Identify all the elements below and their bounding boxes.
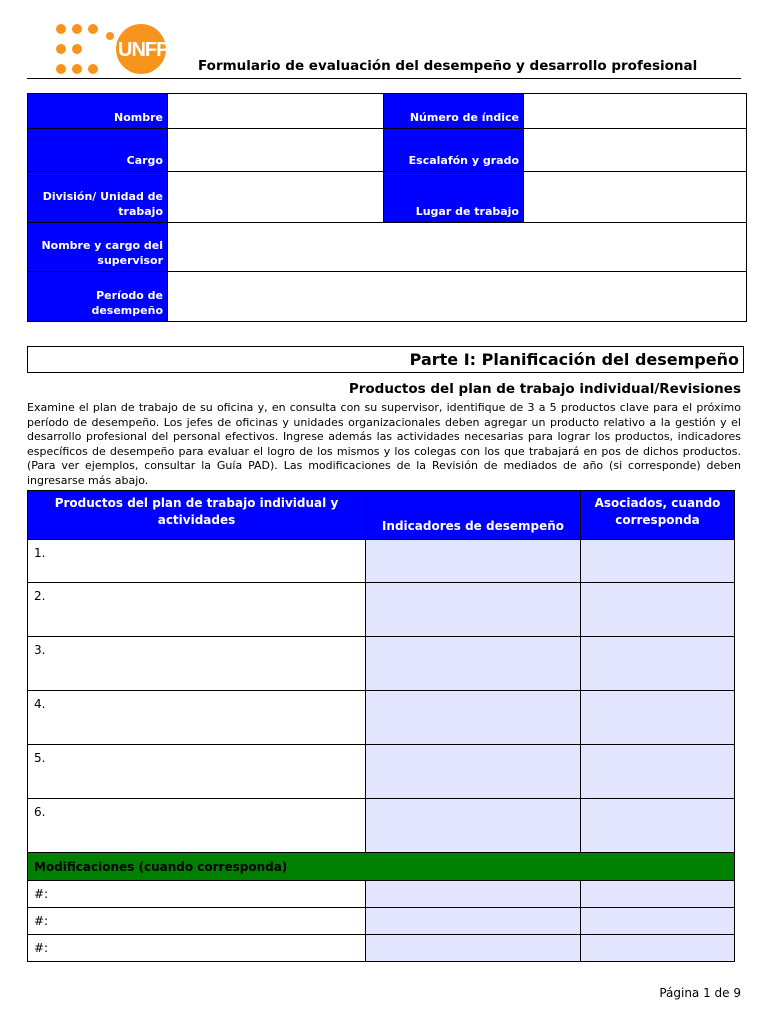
label-nombre: Nombre bbox=[28, 94, 168, 129]
partner-cell[interactable] bbox=[581, 881, 735, 908]
col-header-products bbox=[28, 491, 366, 540]
table-row bbox=[28, 540, 735, 583]
partner-cell[interactable] bbox=[581, 583, 735, 637]
table-row bbox=[28, 908, 735, 935]
label-numero-indice: Número de índice bbox=[384, 94, 524, 129]
logo-dot bbox=[88, 24, 98, 34]
label-cargo: Cargo bbox=[28, 129, 168, 172]
field-division[interactable] bbox=[168, 172, 384, 223]
indicator-cell[interactable] bbox=[366, 935, 581, 962]
modifications-header: Modificaciones (cuando corresponda) bbox=[28, 853, 735, 881]
indicator-cell[interactable] bbox=[366, 799, 581, 853]
col-header-partners-line1: Asociados, cuando bbox=[594, 496, 721, 510]
logo-dot bbox=[72, 24, 82, 34]
label-division-line1: División/ Unidad de bbox=[42, 190, 163, 203]
product-cell[interactable]: 6. bbox=[28, 799, 366, 853]
section-subtitle: Productos del plan de trabajo individual/Revisiones bbox=[348, 381, 741, 397]
indicator-cell[interactable] bbox=[366, 540, 581, 583]
page-number: Página 1 de 9 bbox=[659, 986, 741, 1000]
un-emblem-icon bbox=[92, 40, 112, 60]
form-title: Formulario de evaluación del desempeño y desarrollo profesional bbox=[198, 58, 698, 74]
col-header-indicators: Indicadores de desempeño bbox=[366, 491, 581, 540]
field-supervisor[interactable] bbox=[168, 223, 747, 272]
indicator-cell[interactable] bbox=[366, 637, 581, 691]
table-row bbox=[28, 691, 735, 745]
field-escalafon[interactable] bbox=[524, 129, 747, 172]
col-header-products-line2: actividades bbox=[157, 513, 236, 527]
employee-info-table bbox=[27, 93, 747, 322]
indicator-cell[interactable] bbox=[366, 745, 581, 799]
indicator-cell[interactable] bbox=[366, 691, 581, 745]
partner-cell[interactable] bbox=[581, 908, 735, 935]
label-supervisor bbox=[28, 223, 168, 272]
table-row bbox=[28, 637, 735, 691]
product-cell[interactable]: 4. bbox=[28, 691, 366, 745]
field-periodo[interactable] bbox=[168, 272, 747, 322]
logo-dot bbox=[56, 24, 66, 34]
label-lugar: Lugar de trabajo bbox=[384, 172, 524, 223]
products-table bbox=[27, 490, 735, 962]
label-periodo-line2: desempeño bbox=[91, 304, 163, 317]
instructions-text: Examine el plan de trabajo de su oficina y, en consulta con su supervisor, identifique de 3 a 5 productos clave para el próximo período de desempeño. Los jefes de oficinas y unidades organizacionales deben agregar un producto relativo a la gestión y el desarrollo profesional del personal efectivos. Ingrese además las actividades necesarias para lograr los productos, indicadores específicos de desempeño para evaluar el logro de los mismos y los colegas con los que trabajará en pos de dichos productos. (Para ver ejemplos, consultar la Guía PAD). Las modificaciones de la Revisión de mediados de año (si corresponde) deben ingresarse más abajo. bbox=[27, 401, 741, 487]
field-lugar[interactable] bbox=[524, 172, 747, 223]
logo-dot bbox=[106, 32, 114, 40]
logo-dot bbox=[56, 44, 66, 54]
modification-cell[interactable]: #: bbox=[28, 908, 366, 935]
field-nombre[interactable] bbox=[168, 94, 384, 129]
logo-dot bbox=[88, 64, 98, 74]
partner-cell[interactable] bbox=[581, 637, 735, 691]
table-row bbox=[28, 799, 735, 853]
table-row bbox=[28, 881, 735, 908]
logo-dot bbox=[72, 64, 82, 74]
indicator-cell[interactable] bbox=[366, 908, 581, 935]
indicator-cell[interactable] bbox=[366, 881, 581, 908]
part1-title-box bbox=[27, 346, 744, 373]
product-cell[interactable]: 5. bbox=[28, 745, 366, 799]
label-division bbox=[28, 172, 168, 223]
modification-cell[interactable]: #: bbox=[28, 935, 366, 962]
col-header-products-line1: Productos del plan de trabajo individual y bbox=[54, 496, 339, 510]
unfpa-logo bbox=[56, 24, 181, 80]
field-numero-indice[interactable] bbox=[524, 94, 747, 129]
col-header-partners-line2: corresponda bbox=[615, 513, 700, 527]
table-row bbox=[28, 583, 735, 637]
label-supervisor-line2: supervisor bbox=[97, 254, 163, 267]
product-cell[interactable]: 1. bbox=[28, 540, 366, 583]
label-periodo-line1: Período de bbox=[96, 289, 163, 302]
partner-cell[interactable] bbox=[581, 691, 735, 745]
logo-text: UNFPA bbox=[118, 39, 181, 61]
indicator-cell[interactable] bbox=[366, 583, 581, 637]
logo-dot bbox=[56, 64, 66, 74]
field-cargo[interactable] bbox=[168, 129, 384, 172]
table-row bbox=[28, 935, 735, 962]
table-row bbox=[28, 745, 735, 799]
modification-cell[interactable]: #: bbox=[28, 881, 366, 908]
partner-cell[interactable] bbox=[581, 935, 735, 962]
partner-cell[interactable] bbox=[581, 745, 735, 799]
col-header-partners bbox=[581, 491, 735, 540]
partner-cell[interactable] bbox=[581, 799, 735, 853]
partner-cell[interactable] bbox=[581, 540, 735, 583]
label-periodo bbox=[28, 272, 168, 322]
part1-title: Parte I: Planificación del desempeño bbox=[409, 350, 739, 369]
product-cell[interactable]: 2. bbox=[28, 583, 366, 637]
label-supervisor-line1: Nombre y cargo del bbox=[41, 239, 163, 252]
header-divider bbox=[27, 78, 741, 79]
product-cell[interactable]: 3. bbox=[28, 637, 366, 691]
label-division-line2: trabajo bbox=[118, 205, 163, 218]
logo-dot bbox=[72, 44, 82, 54]
label-escalafon: Escalafón y grado bbox=[384, 129, 524, 172]
